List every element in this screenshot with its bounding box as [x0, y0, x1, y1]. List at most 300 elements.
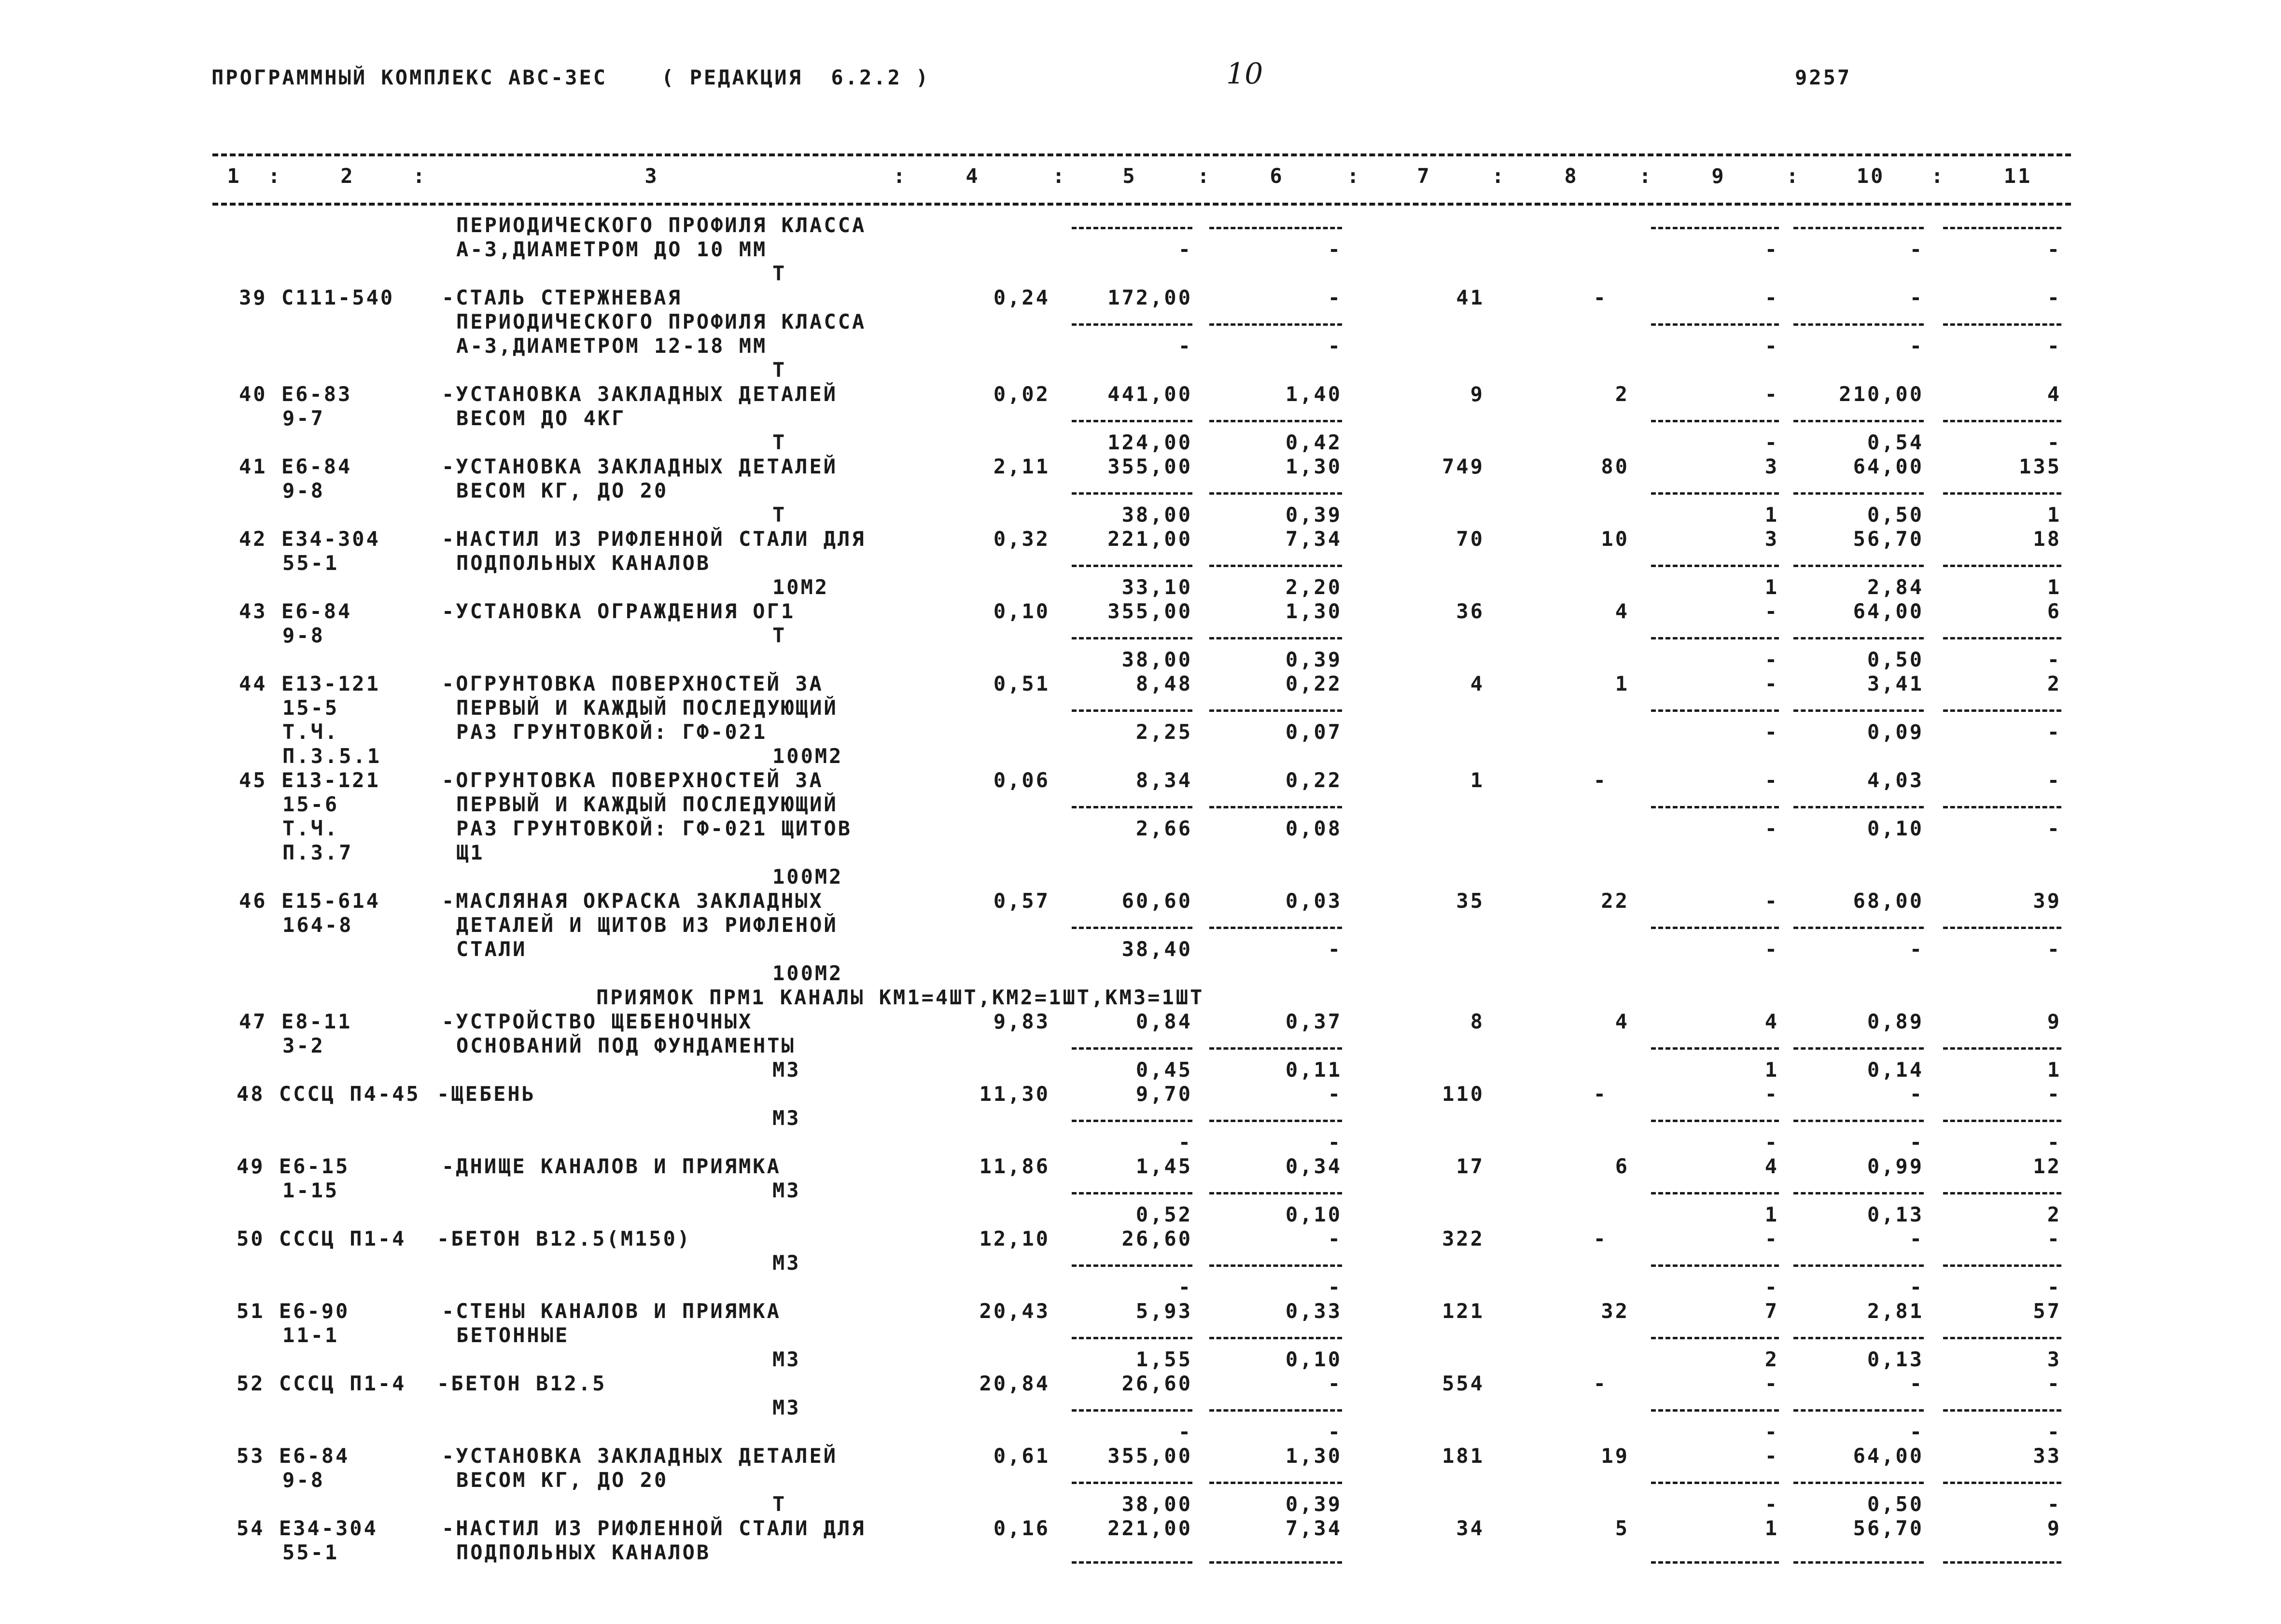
cell: -	[2047, 937, 2061, 961]
description-line: 9-7	[282, 406, 325, 430]
description-line: -МАСЛЯНАЯ ОКРАСКА ЗАКЛАДНЫХ	[442, 889, 824, 913]
cell: 110	[1442, 1082, 1484, 1106]
description-line: Щ1	[456, 841, 485, 864]
cell: -	[1909, 1372, 1924, 1395]
value-underline	[1943, 1120, 2061, 1122]
cell: 172,00	[1107, 286, 1192, 309]
value-underline	[1793, 227, 1924, 229]
cell: 0,42	[1285, 430, 1342, 454]
cell: 34	[1456, 1516, 1484, 1540]
value-underline	[1072, 492, 1192, 495]
description-line: -ЩЕБЕНЬ	[437, 1082, 536, 1106]
value-underline	[1072, 927, 1192, 929]
cell: -	[1328, 1275, 1342, 1299]
column-header: 11	[2003, 164, 2032, 188]
column-header: 10	[1856, 164, 1885, 188]
cell: -	[2047, 1492, 2061, 1516]
cell: -	[1764, 672, 1779, 695]
column-separator: :	[268, 164, 282, 188]
cell: 124,00	[1107, 430, 1192, 454]
cell: 7	[1764, 1299, 1779, 1323]
value-underline	[1209, 1482, 1342, 1484]
cell: -	[2047, 1420, 2061, 1444]
description-line: М3	[772, 1106, 801, 1130]
cell: 1	[2047, 503, 2061, 527]
value-underline	[1651, 565, 1779, 567]
cell: -	[1593, 1082, 1608, 1106]
value-underline	[1651, 1482, 1779, 1484]
cell: -	[2047, 1227, 2061, 1250]
cell: 221,00	[1107, 1516, 1192, 1540]
cell: -	[1178, 1130, 1192, 1154]
cell: 1,30	[1285, 1444, 1342, 1468]
cell: 3	[1764, 527, 1779, 551]
cell: -	[1909, 1130, 1924, 1154]
description-line: 100М2	[772, 865, 843, 888]
description-line: М3	[772, 1396, 801, 1419]
value-underline	[1793, 806, 1924, 808]
value-underline	[1072, 1337, 1192, 1339]
cell: 0,10	[993, 599, 1050, 623]
cell: 1	[1615, 672, 1629, 695]
document-number: 9257	[1795, 66, 1852, 89]
cell: -	[2047, 768, 2061, 792]
description-line: ВЕСОМ ДО 4КГ	[456, 406, 626, 430]
cell: -	[1764, 286, 1779, 309]
cell: 0,03	[1285, 889, 1342, 913]
value-underline	[1651, 1337, 1779, 1339]
cell: 0,22	[1285, 672, 1342, 695]
value-underline	[1943, 1482, 2061, 1484]
cell: 0,07	[1285, 720, 1342, 744]
value-underline	[1072, 1120, 1192, 1122]
description-line: РАЗ ГРУНТОВКОЙ: ГФ-021 ЩИТОВ	[456, 817, 853, 840]
cell: 0,10	[1867, 817, 1924, 840]
cell: -	[1328, 937, 1342, 961]
value-underline	[1072, 1409, 1192, 1412]
description-line: Т	[772, 624, 787, 647]
description-line: -УСТАНОВКА ЗАКЛАДНЫХ ДЕТАЛЕЙ	[442, 1444, 838, 1468]
description-line: ПЕРВЫЙ И КАЖДЫЙ ПОСЛЕДУЮЩИЙ	[456, 792, 838, 816]
description-line: 45 Е13-121	[239, 768, 380, 792]
cell: 20,43	[979, 1299, 1050, 1323]
description-line: 46 Е15-614	[239, 889, 380, 913]
cell: -	[2047, 430, 2061, 454]
column-header: 5	[1122, 164, 1137, 188]
cell: -	[1764, 720, 1779, 744]
table-top-rule	[212, 153, 2071, 156]
cell: 2	[2047, 1203, 2061, 1226]
description-line: М3	[772, 1058, 801, 1082]
description-line: 40 Е6-83	[239, 382, 352, 406]
description-line: ВЕСОМ КГ, ДО 20	[456, 1468, 669, 1492]
value-underline	[1209, 1120, 1342, 1122]
cell: 0,22	[1285, 768, 1342, 792]
value-underline	[1943, 227, 2061, 229]
cell: 4	[1764, 1010, 1779, 1033]
value-underline	[1651, 323, 1779, 326]
cell: 2,25	[1135, 720, 1192, 744]
cell: -	[1764, 648, 1779, 671]
description-line: -БЕТОН В12.5(М150)	[437, 1227, 692, 1250]
cell: -	[1593, 768, 1608, 792]
cell: 0,57	[993, 889, 1050, 913]
cell: 2,66	[1135, 817, 1192, 840]
column-separator: :	[1347, 164, 1361, 188]
cell: -	[1764, 937, 1779, 961]
cell: 221,00	[1107, 527, 1192, 551]
cell: 2	[2047, 672, 2061, 695]
value-underline	[1793, 1337, 1924, 1339]
cell: 57	[2033, 1299, 2061, 1323]
description-line: А-3,ДИАМЕТРОМ ДО 10 ММ	[456, 237, 768, 261]
cell: -	[2047, 1130, 2061, 1154]
cell: 41	[1456, 286, 1484, 309]
cell: 0,39	[1285, 648, 1342, 671]
value-underline	[1209, 1337, 1342, 1339]
value-underline	[1651, 709, 1779, 712]
cell: 17	[1456, 1154, 1484, 1178]
cell: -	[1764, 1444, 1779, 1468]
cell: 9,83	[993, 1010, 1050, 1033]
description-line: -НАСТИЛ ИЗ РИФЛЕННОЙ СТАЛИ ДЛЯ	[442, 527, 866, 551]
cell: -	[1764, 1082, 1779, 1106]
value-underline	[1072, 227, 1192, 229]
description-line: 39 С111-540	[239, 286, 395, 309]
cell: -	[1909, 1227, 1924, 1250]
cell: 1,40	[1285, 382, 1342, 406]
value-underline	[1793, 1192, 1924, 1194]
value-underline	[1209, 927, 1342, 929]
value-underline	[1651, 927, 1779, 929]
cell: 80	[1601, 455, 1629, 478]
cell: 2	[1615, 382, 1629, 406]
value-underline	[1651, 420, 1779, 422]
cell: -	[1178, 1420, 1192, 1444]
value-underline	[1793, 1409, 1924, 1412]
description-line: -ОГРУНТОВКА ПОВЕРХНОСТЕЙ ЗА	[442, 672, 824, 695]
cell: 8	[1470, 1010, 1484, 1033]
value-underline	[1209, 227, 1342, 229]
value-underline	[1651, 1409, 1779, 1412]
cell: -	[2047, 1372, 2061, 1395]
cell: -	[1328, 1227, 1342, 1250]
program-edition: ( РЕДАКЦИЯ 6.2.2 )	[661, 66, 930, 89]
cell: 3,41	[1867, 672, 1924, 695]
description-line: 164-8	[282, 913, 353, 937]
description-line: 42 Е34-304	[239, 527, 380, 551]
cell: 0,50	[1867, 503, 1924, 527]
cell: 0,08	[1285, 817, 1342, 840]
description-line: ПОДПОЛЬНЫХ КАНАЛОВ	[456, 1541, 711, 1564]
cell: 0,02	[993, 382, 1050, 406]
cell: 749	[1442, 455, 1484, 478]
cell: 12,10	[979, 1227, 1050, 1250]
description-line: 47 Е8-11	[239, 1010, 352, 1033]
column-header: 6	[1270, 164, 1284, 188]
cell: 181	[1442, 1444, 1484, 1468]
cell: 9	[1470, 382, 1484, 406]
cell: -	[1909, 1082, 1924, 1106]
column-header: 8	[1564, 164, 1579, 188]
value-underline	[1209, 709, 1342, 712]
value-underline	[1072, 637, 1192, 639]
cell: 1	[1764, 1516, 1779, 1540]
cell: -	[1764, 599, 1779, 623]
description-line: 53 Е6-84	[237, 1444, 350, 1468]
cell: -	[1328, 1420, 1342, 1444]
value-underline	[1793, 492, 1924, 495]
cell: 20,84	[979, 1372, 1050, 1395]
cell: -	[2047, 1082, 2061, 1106]
description-line: ПЕРВЫЙ И КАЖДЫЙ ПОСЛЕДУЮЩИЙ	[456, 696, 838, 720]
description-line: 54 Е34-304	[237, 1516, 378, 1540]
cell: -	[1764, 237, 1779, 261]
cell: 56,70	[1853, 527, 1924, 551]
value-underline	[1943, 927, 2061, 929]
value-underline	[1651, 1561, 1779, 1564]
value-underline	[1793, 1561, 1924, 1564]
cell: -	[1764, 334, 1779, 358]
cell: 355,00	[1107, 1444, 1192, 1468]
value-underline	[1943, 637, 2061, 639]
description-line: М3	[772, 1251, 801, 1275]
description-line: 52 СССЦ П1-4	[237, 1372, 406, 1395]
cell: 19	[1601, 1444, 1629, 1468]
cell: 1	[1764, 1058, 1779, 1082]
cell: 210,00	[1839, 382, 1924, 406]
description-line: ПЕРИОДИЧЕСКОГО ПРОФИЛЯ КЛАССА	[456, 213, 867, 237]
description-line: 11-1	[282, 1323, 339, 1347]
cell: 64,00	[1853, 599, 1924, 623]
value-underline	[1793, 709, 1924, 712]
cell: 10	[1601, 527, 1629, 551]
value-underline	[1943, 323, 2061, 326]
value-underline	[1793, 1120, 1924, 1122]
cell: 26,60	[1121, 1372, 1192, 1395]
cell: -	[1909, 237, 1924, 261]
cell: 60,60	[1121, 889, 1192, 913]
description-line: 55-1	[282, 551, 339, 575]
cell: -	[1764, 1275, 1779, 1299]
cell: 22	[1601, 889, 1629, 913]
cell: 322	[1442, 1227, 1484, 1250]
cell: 1	[2047, 1058, 2061, 1082]
cell: 4	[1764, 1154, 1779, 1178]
cell: 4	[1615, 599, 1629, 623]
description-line: 49 Е6-15	[237, 1154, 350, 1178]
cell: 4	[1615, 1010, 1629, 1033]
value-underline	[1209, 323, 1342, 326]
column-separator: :	[1197, 164, 1212, 188]
description-line: 9-8	[282, 1468, 325, 1492]
value-underline	[1943, 1561, 2061, 1564]
cell: 9	[2047, 1516, 2061, 1540]
description-line: 100М2	[772, 961, 843, 985]
cell: 441,00	[1107, 382, 1192, 406]
cell: -	[1178, 1275, 1192, 1299]
cell: 2,11	[993, 455, 1050, 478]
cell: 0,54	[1867, 430, 1924, 454]
cell: 0,16	[993, 1516, 1050, 1540]
value-underline	[1209, 492, 1342, 495]
cell: 3	[1764, 455, 1779, 478]
value-underline	[1072, 565, 1192, 567]
value-underline	[1209, 1047, 1342, 1050]
cell: -	[1764, 1130, 1779, 1154]
value-underline	[1943, 1264, 2061, 1267]
cell: 0,89	[1867, 1010, 1924, 1033]
description-line: А-3,ДИАМЕТРОМ 12-18 ММ	[456, 334, 768, 358]
value-underline	[1209, 1409, 1342, 1412]
value-underline	[1651, 1192, 1779, 1194]
description-line: П.3.5.1	[282, 744, 382, 768]
cell: -	[2047, 334, 2061, 358]
description-line: -СТЕНЫ КАНАЛОВ И ПРИЯМКА	[442, 1299, 781, 1323]
cell: -	[1593, 1372, 1608, 1395]
value-underline	[1793, 420, 1924, 422]
value-underline	[1943, 1409, 2061, 1412]
cell: 0,10	[1285, 1347, 1342, 1371]
cell: 554	[1442, 1372, 1484, 1395]
column-separator: :	[1052, 164, 1067, 188]
cell: -	[1909, 1275, 1924, 1299]
column-header: 3	[644, 164, 659, 188]
description-line: 9-8	[282, 624, 325, 647]
cell: 39	[2033, 889, 2061, 913]
cell: 38,00	[1121, 1492, 1192, 1516]
cell: 11,86	[979, 1154, 1050, 1178]
description-line: -БЕТОН В12.5	[437, 1372, 607, 1395]
cell: 0,06	[993, 768, 1050, 792]
cell: -	[1764, 1227, 1779, 1250]
column-header: 9	[1711, 164, 1726, 188]
cell: -	[2047, 817, 2061, 840]
cell: 1	[1764, 1203, 1779, 1226]
cell: 0,50	[1867, 1492, 1924, 1516]
cell: 4,03	[1867, 768, 1924, 792]
description-line: М3	[772, 1347, 801, 1371]
cell: -	[1593, 286, 1608, 309]
description-line: РАЗ ГРУНТОВКОЙ: ГФ-021	[456, 720, 768, 744]
cell: 38,00	[1121, 503, 1192, 527]
cell: 0,34	[1285, 1154, 1342, 1178]
value-underline	[1793, 927, 1924, 929]
cell: -	[2047, 648, 2061, 671]
value-underline	[1209, 1192, 1342, 1194]
column-header: 7	[1417, 164, 1431, 188]
cell: -	[1764, 889, 1779, 913]
cell: 18	[2033, 527, 2061, 551]
value-underline	[1209, 565, 1342, 567]
value-underline	[1072, 806, 1192, 808]
cell: -	[1328, 1130, 1342, 1154]
cell: 1,45	[1135, 1154, 1192, 1178]
description-line: 3-2	[282, 1034, 325, 1057]
cell: 1,55	[1135, 1347, 1192, 1371]
value-underline	[1072, 1561, 1192, 1564]
description-line: 9-8	[282, 479, 325, 502]
description-line: 15-5	[282, 696, 339, 720]
description-line: БЕТОННЫЕ	[456, 1323, 570, 1347]
cell: 26,60	[1121, 1227, 1192, 1250]
cell: 64,00	[1853, 455, 1924, 478]
cell: 2,20	[1285, 575, 1342, 599]
description-line: 44 Е13-121	[239, 672, 380, 695]
description-line: ПРИЯМОК ПРМ1 КАНАЛЫ КМ1=4ШТ,КМ2=1ШТ,КМ3=1ШТ	[596, 986, 1204, 1009]
cell: 0,61	[993, 1444, 1050, 1468]
cell: 8,34	[1135, 768, 1192, 792]
cell: 38,40	[1121, 937, 1192, 961]
value-underline	[1651, 637, 1779, 639]
description-line: М3	[772, 1179, 801, 1202]
value-underline	[1943, 1192, 2061, 1194]
cell: 5,93	[1135, 1299, 1192, 1323]
description-line: 50 СССЦ П1-4	[237, 1227, 406, 1250]
value-underline	[1072, 323, 1192, 326]
cell: -	[1328, 286, 1342, 309]
description-line: 10М2	[772, 575, 829, 599]
value-underline	[1209, 1561, 1342, 1564]
description-line: Т	[772, 1492, 787, 1516]
description-line: -СТАЛЬ СТЕРЖНЕВАЯ	[442, 286, 682, 309]
value-underline	[1072, 1047, 1192, 1050]
description-line: -ДНИЩЕ КАНАЛОВ И ПРИЯМКА	[442, 1154, 781, 1178]
cell: 0,11	[1285, 1058, 1342, 1082]
cell: 0,39	[1285, 503, 1342, 527]
value-underline	[1793, 1264, 1924, 1267]
description-line: -НАСТИЛ ИЗ РИФЛЕННОЙ СТАЛИ ДЛЯ	[442, 1516, 866, 1540]
program-title: ПРОГРАММНЫЙ КОМПЛЕКС АВС-3ЕС	[211, 66, 608, 89]
cell: -	[1328, 1372, 1342, 1395]
cell: 1,30	[1285, 455, 1342, 478]
value-underline	[1072, 1192, 1192, 1194]
cell: -	[1328, 237, 1342, 261]
cell: 4	[1470, 672, 1484, 695]
description-line: Т.Ч.	[282, 817, 339, 840]
value-underline	[1072, 709, 1192, 712]
value-underline	[1072, 1264, 1192, 1267]
cell: 0,14	[1867, 1058, 1924, 1082]
value-underline	[1651, 1120, 1779, 1122]
cell: -	[2047, 286, 2061, 309]
cell: 0,09	[1867, 720, 1924, 744]
cell: 355,00	[1107, 599, 1192, 623]
description-line: ПОДПОЛЬНЫХ КАНАЛОВ	[456, 551, 711, 575]
table-header-rule	[212, 203, 2071, 206]
cell: 0,39	[1285, 1492, 1342, 1516]
cell: 0,37	[1285, 1010, 1342, 1033]
column-separator: :	[1639, 164, 1653, 188]
description-line: Т	[772, 430, 787, 454]
description-line: -УСТАНОВКА ЗАКЛАДНЫХ ДЕТАЛЕЙ	[442, 382, 838, 406]
column-header: 1	[227, 164, 241, 188]
cell: 33,10	[1121, 575, 1192, 599]
cell: 1	[1764, 575, 1779, 599]
cell: -	[2047, 237, 2061, 261]
cell: 4	[2047, 382, 2061, 406]
cell: -	[1764, 817, 1779, 840]
cell: 56,70	[1853, 1516, 1924, 1540]
cell: 3	[2047, 1347, 2061, 1371]
cell: 9	[2047, 1010, 2061, 1033]
cell: -	[1909, 937, 1924, 961]
cell: 355,00	[1107, 455, 1192, 478]
value-underline	[1651, 227, 1779, 229]
description-line: 1-15	[282, 1179, 339, 1202]
cell: -	[1764, 1492, 1779, 1516]
value-underline	[1651, 492, 1779, 495]
